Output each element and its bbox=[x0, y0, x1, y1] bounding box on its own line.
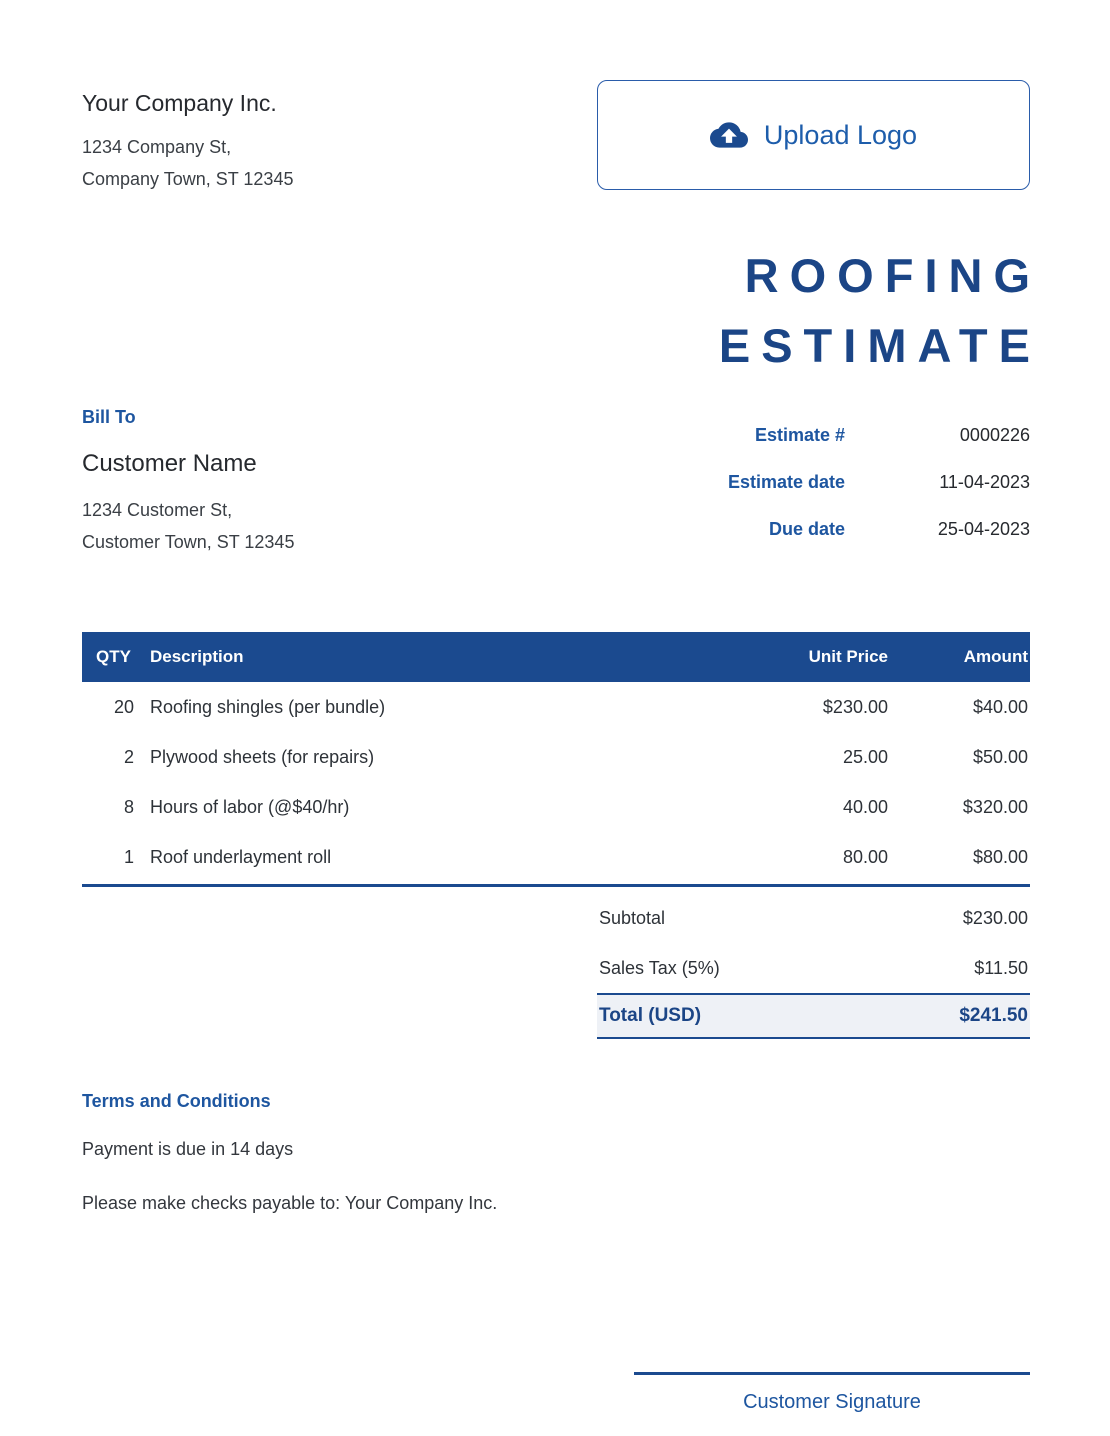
item-description: Roof underlayment roll bbox=[150, 846, 332, 867]
title-line-1: ROOFING bbox=[744, 249, 1041, 302]
sales-tax-value: $11.50 bbox=[974, 957, 1028, 978]
estimate-date-row bbox=[645, 472, 1030, 493]
terms-heading: Terms and Conditions bbox=[82, 1091, 271, 1111]
upload-logo-button[interactable] bbox=[597, 80, 1030, 190]
cloud-upload-icon bbox=[710, 121, 748, 149]
bill-to-block bbox=[82, 407, 294, 566]
item-description: Plywood sheets (for repairs) bbox=[150, 746, 375, 767]
item-qty: 2 bbox=[123, 746, 134, 767]
customer-address bbox=[82, 494, 294, 558]
customer-address-line1: 1234 Customer St, bbox=[82, 500, 233, 520]
due-date-value: 25-04-2023 bbox=[937, 519, 1030, 539]
terms-and-conditions bbox=[82, 1091, 1030, 1214]
sales-tax-row bbox=[597, 943, 1030, 993]
table-header-row bbox=[82, 632, 1030, 682]
table-row bbox=[82, 682, 1030, 732]
item-amount: $320.00 bbox=[962, 796, 1028, 817]
item-unit-price: 40.00 bbox=[842, 796, 888, 817]
sales-tax-label: Sales Tax (5%) bbox=[599, 957, 720, 978]
item-unit-price: 25.00 bbox=[842, 746, 888, 767]
due-date-row bbox=[645, 519, 1030, 540]
estimate-meta bbox=[645, 425, 1030, 566]
estimate-number-row bbox=[645, 425, 1030, 446]
item-amount: $50.00 bbox=[972, 746, 1028, 767]
company-address bbox=[82, 131, 293, 195]
terms-line: Please make checks payable to: Your Company Inc. bbox=[82, 1193, 498, 1213]
signature-line bbox=[634, 1372, 1030, 1375]
item-qty: 20 bbox=[113, 696, 134, 717]
subtotal-value: $230.00 bbox=[962, 907, 1028, 928]
amount-column-header: Amount bbox=[963, 647, 1028, 666]
due-date-label: Due date bbox=[768, 519, 845, 539]
item-unit-price: 80.00 bbox=[842, 846, 888, 867]
customer-name: Customer Name bbox=[82, 450, 257, 477]
document-title bbox=[82, 241, 1041, 381]
total-label: Total (USD) bbox=[599, 1005, 702, 1026]
estimate-number-label: Estimate # bbox=[754, 425, 845, 445]
header-row bbox=[82, 80, 1030, 195]
description-column-header: Description bbox=[150, 647, 244, 666]
unit-price-column-header: Unit Price bbox=[808, 647, 888, 666]
bill-to-heading: Bill To bbox=[82, 407, 136, 427]
item-unit-price: $230.00 bbox=[822, 696, 888, 717]
title-line-2: ESTIMATE bbox=[718, 319, 1041, 372]
upload-logo-label: Upload Logo bbox=[763, 119, 918, 150]
table-bottom-divider bbox=[82, 884, 1030, 887]
customer-address-line2: Customer Town, ST 12345 bbox=[82, 532, 295, 552]
table-row bbox=[82, 782, 1030, 832]
line-items-table bbox=[82, 632, 1030, 882]
company-name: Your Company Inc. bbox=[82, 90, 277, 116]
signature-block bbox=[634, 1372, 1030, 1414]
subtotal-row bbox=[597, 893, 1030, 943]
company-address-line1: 1234 Company St, bbox=[82, 137, 232, 157]
company-block bbox=[82, 80, 293, 195]
item-qty: 1 bbox=[123, 846, 134, 867]
total-row bbox=[597, 993, 1030, 1039]
subtotal-label: Subtotal bbox=[599, 907, 666, 928]
company-address-line2: Company Town, ST 12345 bbox=[82, 169, 294, 189]
table-row bbox=[82, 832, 1030, 882]
table-row bbox=[82, 732, 1030, 782]
customer-signature-label: Customer Signature bbox=[743, 1391, 921, 1413]
estimate-number-value: 0000226 bbox=[959, 425, 1030, 445]
item-description: Roofing shingles (per bundle) bbox=[150, 696, 386, 717]
info-row bbox=[82, 407, 1030, 566]
item-qty: 8 bbox=[123, 796, 134, 817]
item-amount: $40.00 bbox=[972, 696, 1028, 717]
qty-column-header: QTY bbox=[96, 647, 131, 666]
total-value: $241.50 bbox=[959, 1005, 1028, 1026]
estimate-date-value: 11-04-2023 bbox=[939, 472, 1030, 492]
estimate-date-label: Estimate date bbox=[727, 472, 845, 492]
totals-summary bbox=[597, 893, 1030, 1039]
terms-line: Payment is due in 14 days bbox=[82, 1139, 294, 1159]
item-description: Hours of labor (@$40/hr) bbox=[150, 796, 350, 817]
item-amount: $80.00 bbox=[972, 846, 1028, 867]
